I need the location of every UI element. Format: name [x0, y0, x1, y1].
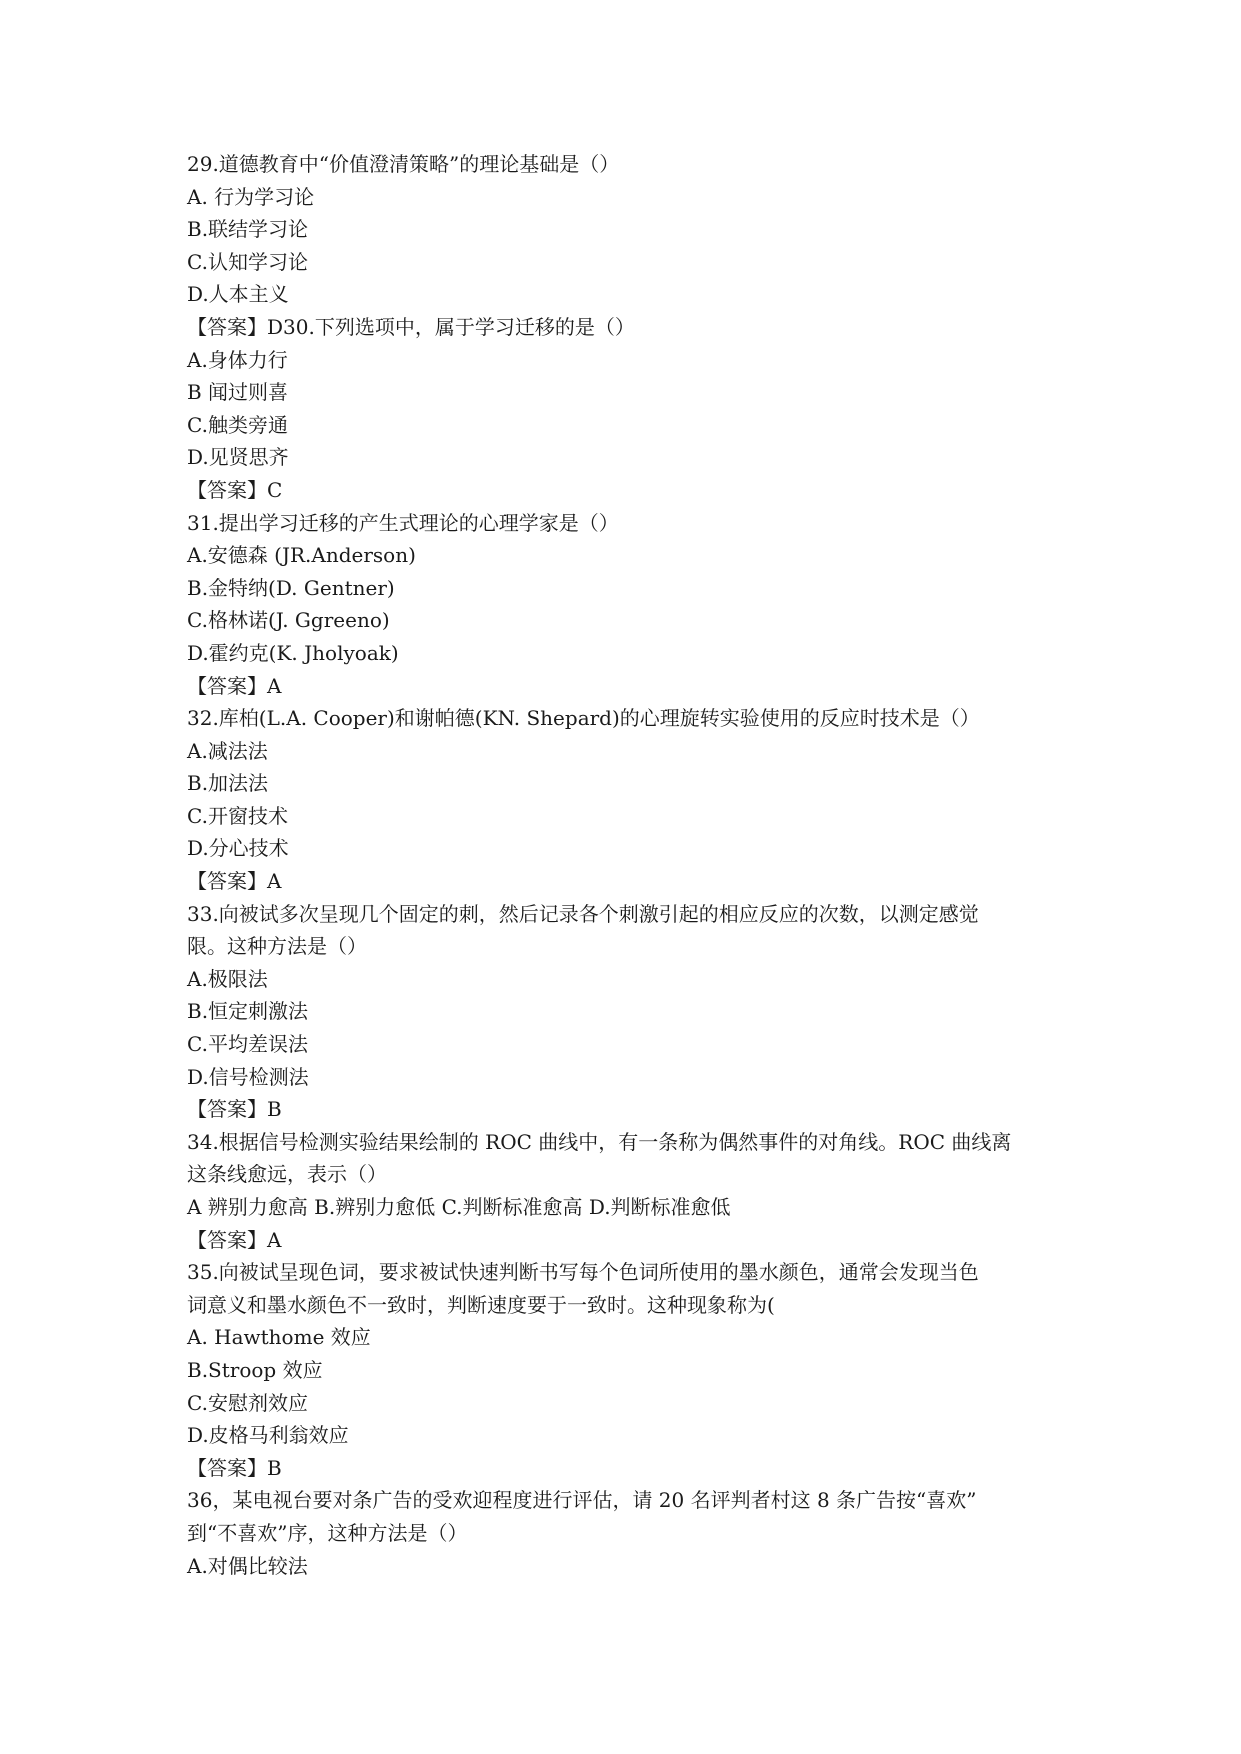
question-30-option-a: A.身体力行 — [187, 347, 288, 372]
question-29-option-b: B.联结学习论 — [187, 217, 309, 242]
document-page — [187, 148, 1067, 1582]
question-31-option-c: C.格林诺(J. Ggreeno) — [187, 608, 390, 633]
question-34-stem-line-1: 34.根据信号检测实验结果绘制的 ROC 曲线中，有一条称为偶然事件的对角线。ROC 曲线离 — [187, 1129, 1012, 1154]
question-29-option-c: C.认知学习论 — [187, 249, 308, 274]
question-32-option-d: D.分心技术 — [187, 836, 289, 861]
question-31-answer: 【答案】A — [187, 673, 282, 698]
question-34-answer: 【答案】A — [187, 1227, 282, 1252]
question-35-option-d: D.皮格马利翁效应 — [187, 1423, 349, 1448]
question-33-option-d: D.信号检测法 — [187, 1064, 309, 1089]
question-29-answer-and-question-30-stem: 【答案】D30.下列选项中，属于学习迁移的是（） — [187, 314, 635, 339]
question-34-stem-line-2: 这条线愈远，表示（） — [187, 1162, 387, 1187]
question-34-options: A 辨别力愈高 B.辨别力愈低 C.判断标准愈高 D.判断标准愈低 — [187, 1195, 731, 1219]
question-33-option-a: A.极限法 — [187, 966, 268, 991]
question-35-stem-line-2: 词意义和墨水颜色不一致时，判断速度要于一致时。这种现象称为( — [187, 1292, 775, 1317]
question-33-option-c: C.平均差误法 — [187, 1032, 308, 1057]
question-36-option-a: A.对偶比较法 — [187, 1553, 308, 1578]
question-31-stem: 31.提出学习迁移的产生式理论的心理学家是（） — [187, 510, 619, 535]
question-31-option-d: D.霍约克(K. Jholyoak) — [187, 640, 399, 665]
question-35-option-c: C.安慰剂效应 — [187, 1390, 308, 1415]
question-32-answer: 【答案】A — [187, 869, 282, 894]
question-33-stem-line-2: 限。这种方法是（） — [187, 934, 367, 959]
question-32-stem: 32.库柏(L.A. Cooper)和谢帕德(KN. Shepard)的心理旋转实验使用的反应时技术是（） — [187, 706, 980, 731]
question-31-option-a: A.安德森 (JR.Anderson) — [187, 543, 416, 568]
question-33-stem-line-1: 33.向被试多次呈现几个固定的刺，然后记录各个刺激引起的相应反应的次数，以测定感觉 — [187, 901, 979, 926]
question-36-stem-line-2: 到“不喜欢”序，这种方法是（） — [187, 1520, 468, 1545]
question-32-option-a: A.减法法 — [187, 738, 268, 763]
question-29-option-a: A. 行为学习论 — [187, 184, 315, 209]
question-29-option-d: D.人本主义 — [187, 282, 289, 307]
question-30-option-b: B 闻过则喜 — [187, 380, 289, 405]
question-35-option-a: A. Hawthome 效应 — [187, 1325, 371, 1350]
question-30-option-d: D.见贤思齐 — [187, 445, 289, 470]
question-30-option-c: C.触类旁通 — [187, 412, 288, 437]
question-32-option-c: C.开窗技术 — [187, 803, 288, 828]
question-29-stem: 29.道德教育中“价值澄清策略”的理论基础是（） — [187, 152, 620, 176]
question-31-option-b: B.金特纳(D. Gentner) — [187, 575, 395, 600]
question-35-stem-line-1: 35.向被试呈现色词，要求被试快速判断书写每个色词所使用的墨水颜色，通常会发现当色 — [187, 1260, 979, 1285]
question-35-option-b: B.Stroop 效应 — [187, 1357, 323, 1382]
question-35-answer: 【答案】B — [187, 1455, 282, 1480]
question-36-stem-line-1: 36，某电视台要对条广告的受欢迎程度进行评估，请 20 名评判者村这 8 条广告按“喜欢” — [187, 1488, 977, 1513]
question-33-option-b: B.恒定刺激法 — [187, 999, 309, 1024]
question-30-answer: 【答案】C — [187, 477, 283, 502]
question-33-answer: 【答案】B — [187, 1097, 282, 1122]
question-32-option-b: B.加法法 — [187, 771, 269, 796]
